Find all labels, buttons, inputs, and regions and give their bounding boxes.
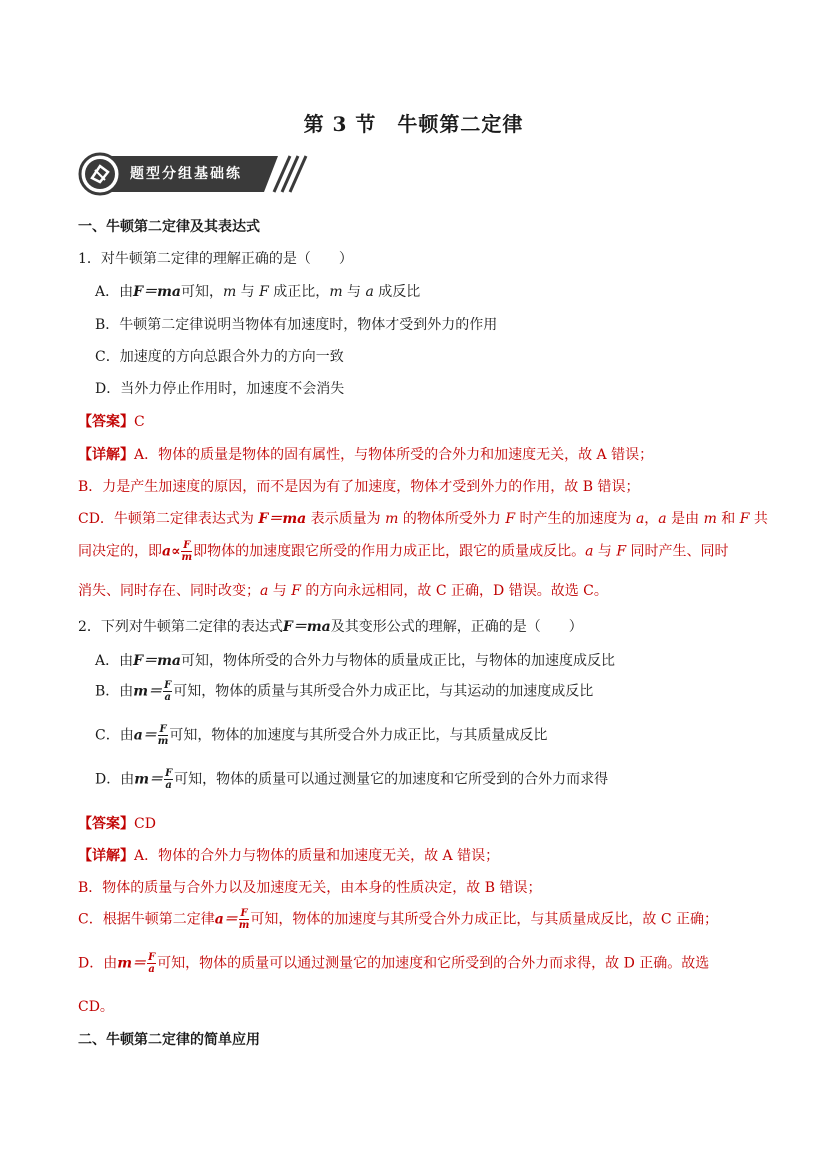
q2-option-a: A．由F＝ma可知，物体所受的合外力与物体的质量成正比，与物体的加速度成反比 [95,653,615,669]
q1-option-c: C．加速度的方向总跟合外力的方向一致 [95,349,344,365]
q2-answer: 【答案】CD [78,816,156,832]
q2-detail-line-1: 【详解】A．物体的合外力与物体的质量和加速度无关，故 A 错误； [78,848,500,864]
q2-option-d: D．由m＝ $\frac{F}{a}$ 可知，物体的质量可以通过测量它的加速度和它所受到的合外力而求得 [95,768,609,791]
q1-option-b: B．牛顿第二定律说明当物体有加速度时，物体才受到外力的作用 [95,317,498,333]
q1-detail-line-4: 同决定的，即a∝ $\frac{F}{m}$ 即物体的加速度跟它所受的作用力成正比，跟它的质量成反比。a 与 F 同时产生、同时 [78,540,729,563]
q1-detail-line-1: 【详解】A．物体的质量是物体的固有属性，与物体所受的合外力和加速度无关，故 A 错误； [78,447,654,463]
q2-option-c: C．由a＝ $\frac{F}{m}$ 可知，物体的加速度与其所受合外力成正比，与其质量成反比 [95,724,548,747]
section-heading-1: 一、牛顿第二定律及其表达式 [78,219,260,235]
q1-detail-line-5: 消失、同时存在、同时改变；a 与 F 的方向永远相同，故 C 正确，D 错误。故选 C。 [78,583,608,599]
q2-stem: 2．下列对牛顿第二定律的表达式F＝ma及其变形公式的理解，正确的是（ ） [78,619,583,635]
q2-detail-line-3: C．根据牛顿第二定律a＝ $\frac{F}{m}$ 可知，物体的加速度与其所受合外力成正比，与其质量成反比，故 C 正确； [78,908,719,931]
q2-detail-line-2: B．物体的质量与合外力以及加速度无关，由本身的性质决定，故 B 错误； [78,880,542,896]
banner-label: 题型分组基础练 [130,166,242,182]
q1-answer: 【答案】C [78,414,145,430]
section-banner [78,152,308,196]
page-title: 第 3 节 牛顿第二定律 [303,112,524,136]
q1-detail-line-3: CD．牛顿第二定律表达式为 F＝ma 表示质量为 m 的物体所受外力 F 时产生的加速度为 a，a 是由 m 和 F 共 [78,511,768,527]
q2-option-b: B．由m＝ $\frac{F}{a}$ 可知，物体的质量与其所受合外力成正比，与其运动的加速度成反比 [95,680,594,703]
section-heading-2: 二、牛顿第二定律的简单应用 [78,1032,260,1048]
q2-detail-line-5: CD。 [78,999,114,1015]
q1-option-a: A．由F＝ma可知，m 与 F 成正比，m 与 a 成反比 [95,284,421,300]
q1-option-d: D．当外力停止作用时，加速度不会消失 [95,381,345,397]
q1-stem: 1．对牛顿第二定律的理解正确的是（ ） [78,251,353,267]
q2-detail-line-4: D．由m＝ $\frac{F}{a}$ 可知，物体的质量可以通过测量它的加速度和它所受到的合外力而求得，故 D 正确。故选 [78,952,710,975]
q1-detail-line-2: B．力是产生加速度的原因，而不是因为有了加速度，物体才受到外力的作用，故 B 错误； [78,479,640,495]
